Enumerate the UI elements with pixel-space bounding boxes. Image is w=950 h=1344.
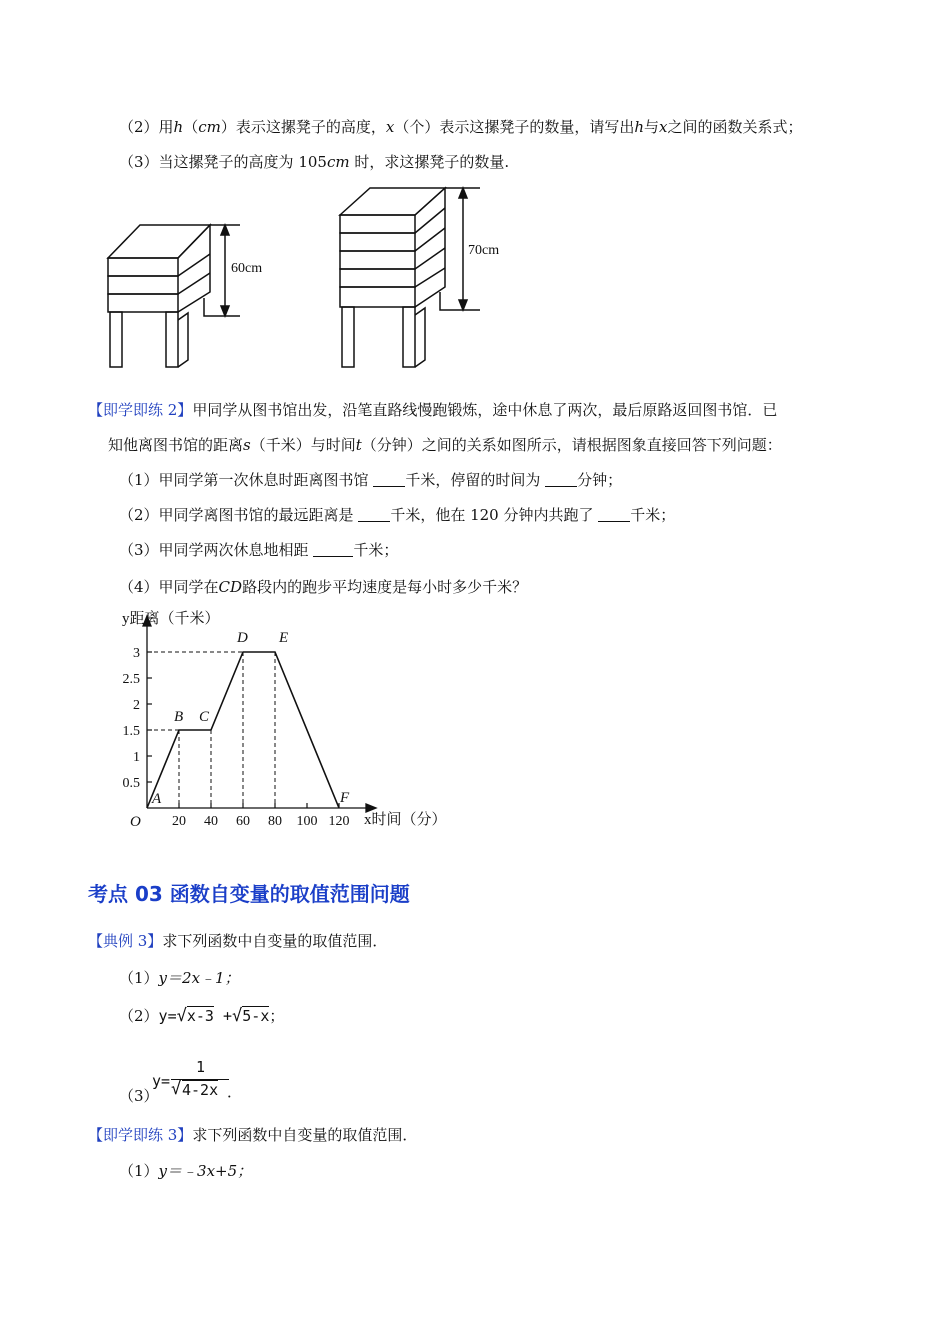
section-heading: 考点 03 函数自变量的取值范围问题 <box>88 882 410 906</box>
x-axis-arrow <box>366 804 376 812</box>
practice2-question-2: （2）甲同学离图书馆的最远距离是 千米，他在 120 分钟内共跑了 千米； <box>119 506 676 524</box>
answer-blank[interactable] <box>313 542 353 557</box>
practice2-question-4: （4）甲同学在CD路段内的跑步平均速度是每小时多少千米？ <box>119 578 528 596</box>
answer-blank[interactable] <box>373 472 405 487</box>
practice2-question-3: （3）甲同学两次休息地相距 千米； <box>119 541 399 559</box>
x-tick-label: 20 <box>172 814 186 829</box>
stool-figure <box>100 180 520 375</box>
x-axis-label: x时间（分） <box>364 812 447 828</box>
point-label: E <box>279 630 289 646</box>
answer-blank[interactable] <box>598 507 630 522</box>
x-tick-label: 40 <box>204 814 218 829</box>
point-label: B <box>174 709 184 725</box>
distance-time-chart <box>100 600 460 835</box>
point-label: A <box>152 791 162 807</box>
practice2-question-1: （1）甲同学第一次休息时距离图书馆 千米，停留的时间为 分钟； <box>119 471 623 489</box>
x-tick-label: 100 <box>296 814 318 829</box>
origin-label: O <box>130 814 141 830</box>
practice3-tag: 【即学即练 3】 <box>88 1126 193 1144</box>
x-tick-label: 60 <box>236 814 250 829</box>
example3-question-1: （1）y＝2x﹣1； <box>119 969 240 987</box>
y-tick-label: 0.5 <box>122 776 140 791</box>
point-label: D <box>237 630 248 646</box>
answer-blank[interactable] <box>545 472 577 487</box>
answer-blank[interactable] <box>358 507 390 522</box>
point-label: F <box>340 790 350 806</box>
practice2-intro-line1: 【即学即练 2】甲同学从图书馆出发，沿笔直路线慢跑锻炼，途中休息了两次，最后原路返回图书馆．已 <box>88 401 778 419</box>
x-tick-label: 80 <box>268 814 282 829</box>
example3-tag: 【典例 3】 <box>88 932 163 950</box>
y-axis-label: y距离（千米） <box>122 611 220 627</box>
y-tick-label: 1 <box>133 750 140 765</box>
stool-right-height-label: 70cm <box>468 243 500 258</box>
y-tick-label: 2 <box>133 698 140 713</box>
stool-left-height-label: 60cm <box>231 261 263 276</box>
practice3-question-1: （1）y＝﹣3x+5； <box>119 1162 253 1180</box>
practice2-intro-line2: 知他离图书馆的距离s（千米）与时间t（分钟）之间的关系如图所示，请根据图象直接回答下列问题： <box>108 436 782 454</box>
practice3-intro: 【即学即练 3】求下列函数中自变量的取值范围． <box>88 1126 418 1144</box>
y-tick-label: 2.5 <box>122 672 140 687</box>
stool-question-3: （3）当这摞凳子的高度为 105cm 时，求这摞凳子的数量. <box>119 153 510 171</box>
practice2-tag: 【即学即练 2】 <box>88 401 193 419</box>
stool-question-2: （2）用h（cm）表示这摞凳子的高度，x（个）表示这摞凳子的数量，请写出h与x之间的函数关系式； <box>119 118 803 136</box>
example3-intro: 【典例 3】求下列函数中自变量的取值范围． <box>88 932 388 950</box>
point-label: C <box>199 709 210 725</box>
x-tick-label: 120 <box>328 814 350 829</box>
y-tick-label: 1.5 <box>122 724 140 739</box>
example3-question-2: （2）y=√x-3 +√5-x； <box>119 1006 285 1026</box>
y-tick-label: 3 <box>133 646 140 661</box>
